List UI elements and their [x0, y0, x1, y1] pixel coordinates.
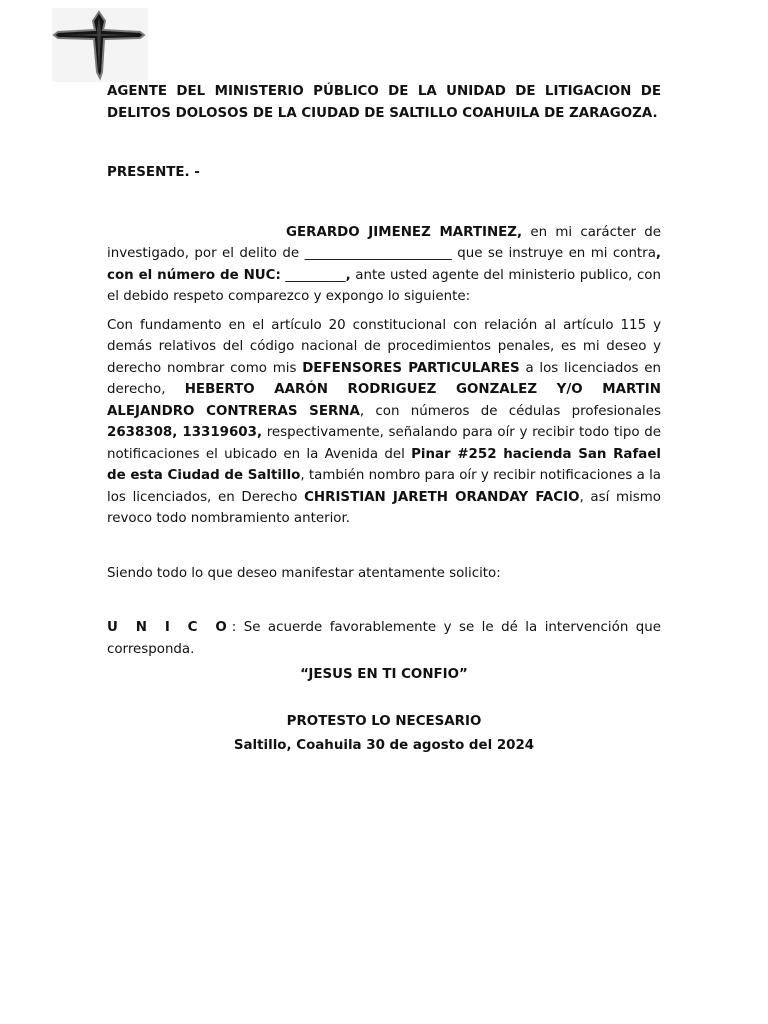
nuc-label: , con el número de NUC:: [107, 246, 661, 283]
request-line: Siendo todo lo que deseo manifestar atentamente solicito:: [107, 565, 501, 581]
body-text-1: Con fundamento en el artículo 20 constitucional con relación al artículo 115 y demás relativos del código nacional de procedimientos penales, es mi deseo y derecho nombrar como mis: [107, 317, 661, 376]
nuc-blank: _________: [280, 267, 346, 283]
cross-icon: [52, 8, 148, 82]
license-numbers: 2638308, 13319603,: [107, 425, 263, 440]
document-body: [107, 81, 661, 757]
unico-label: U N I C O: [107, 620, 232, 635]
body-text-2: a los licenciados en derecho,: [107, 360, 661, 397]
body-text-3: , con números de cédulas profesionales: [359, 403, 661, 419]
addressee-heading: AGENTE DEL MINISTERIO PÚBLICO DE LA UNIDAD DE LITIGACION DE DELITOS DOLOSOS DE LA CIUDAD DE SALTILLO COAHUILA DE ZARAGOZA.: [107, 84, 661, 121]
authorized-person: CHRISTIAN JARETH ORANDAY FACIO: [304, 489, 580, 505]
body-text-5: , también nombro para oír y recibir notificaciones a la los licenciados, en Derecho: [107, 468, 661, 505]
body-text-4: respectivamente, señalando para oír y recibir todo tipo de notificaciones el ubicado en la Avenida del: [107, 425, 661, 462]
intro-text-3: ante usted agente del ministerio publico, con el debido respeto comparezco y expongo lo siguiente:: [107, 267, 661, 304]
unico-text: : Se acuerde favorablemente y se le dé la intervención que corresponda.: [107, 620, 661, 657]
defendant-name: GERARDO JIMENEZ MARTINEZ,: [286, 224, 523, 240]
nuc-comma: ,: [345, 267, 351, 283]
address: Pinar #252 hacienda San Rafael de esta Ciudad de Saltillo: [107, 446, 661, 483]
motto: “JESUS EN TI CONFIO”: [300, 667, 468, 682]
intro-text-1: en mi carácter de investigado, por el delito de ______________________ que se instruye en mi contra: [107, 224, 661, 261]
protesto-line: PROTESTO LO NECESARIO: [286, 713, 482, 729]
date-line: Saltillo, Coahuila 30 de agosto del 2024: [233, 738, 535, 753]
unico-paragraph: [107, 617, 661, 660]
defensores-label: DEFENSORES PARTICULARES: [302, 360, 520, 376]
presente-heading: PRESENTE. -: [107, 165, 200, 180]
body-text-6: , así mismo revoco todo nombramiento anterior.: [107, 489, 661, 526]
body-paragraph: [107, 315, 661, 530]
lawyer-names: HEBERTO AARÓN RODRIGUEZ GONZALEZ Y/O MARTIN ALEJANDRO CONTRERAS SERNA: [107, 382, 661, 419]
intro-paragraph: [107, 222, 661, 308]
